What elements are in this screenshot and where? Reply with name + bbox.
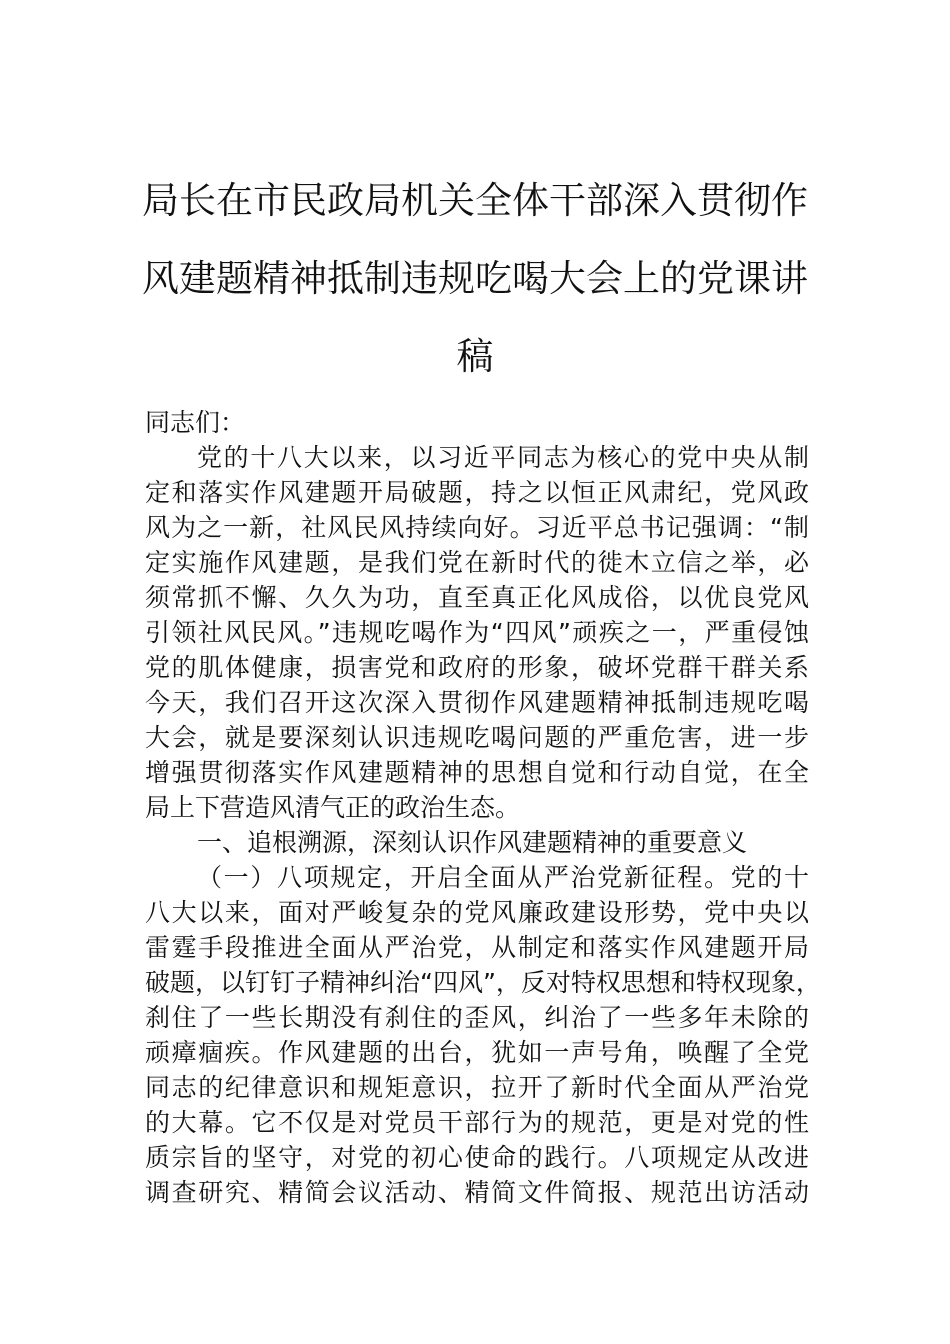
paragraph-1-line: 局上下营造风清气正的政治生态。 [145, 793, 521, 822]
paragraph-2-line: 刹住了一些长期没有刹住的歪风，纠治了一些多年未除的 [145, 1003, 809, 1032]
paragraph-1-line: 须常抓不懈、久久为功，直至真正化风成俗，以优良党风 [145, 583, 809, 612]
paragraph-1-line: 增强贯彻落实作风建题精神的思想自觉和行动自觉，在全 [145, 758, 809, 787]
paragraph-1-line: 党的十八大以来，以习近平同志为核心的党中央从制 [197, 443, 809, 472]
salutation: 同志们： [145, 408, 246, 437]
paragraph-2-line: 破题，以钉钉子精神纠治“四风”，反对特权思想和特权现象， [145, 968, 821, 997]
paragraph-1-line: 风为之一新，社风民风持续向好。习近平总书记强调：“制 [145, 513, 809, 542]
paragraph-1-line: 大会，就是要深刻认识违规吃喝问题的严重危害，进一步 [145, 723, 809, 752]
paragraph-2-line: 同志的纪律意识和规矩意识，拉开了新时代全面从严治党 [145, 1073, 809, 1102]
paragraph-1-line: 定和落实作风建题开局破题，持之以恒正风肃纪，党风政 [145, 478, 809, 507]
paragraph-1-line: 今天，我们召开这次深入贯彻作风建题精神抵制违规吃喝 [145, 688, 809, 717]
paragraph-1-line: 党的肌体健康，损害党和政府的形象，破坏党群干群关系 [145, 653, 809, 682]
paragraph-1-line: 定实施作风建题，是我们党在新时代的徙木立信之举，必 [145, 548, 809, 577]
section-heading-1: 一、追根溯源，深刻认识作风建题精神的重要意义 [197, 828, 748, 857]
title-line-3: 稿 [456, 335, 494, 378]
paragraph-2-line: （一）八项规定，开启全面从严治党新征程。党的十 [197, 863, 809, 892]
paragraph-2-line: 质宗旨的坚守，对党的初心使命的践行。八项规定从改进 [145, 1143, 809, 1172]
paragraph-2-line: 调查研究、精简会议活动、精简文件简报、规范出访活动 [145, 1178, 809, 1207]
paragraph-1-line: 引领社风民风。”违规吃喝作为“四风”顽疾之一，严重侵蚀 [145, 618, 809, 647]
paragraph-2-line: 的大幕。它不仅是对党员干部行为的规范，更是对党的性 [145, 1108, 809, 1137]
paragraph-2-line: 雷霆手段推进全面从严治党，从制定和落实作风建题开局 [145, 933, 809, 962]
document-title [120, 162, 830, 396]
title-line-1: 局长在市民政局机关全体干部深入贯彻作 [142, 179, 808, 222]
paragraph-2-line: 八大以来，面对严峻复杂的党风廉政建设形势，党中央以 [145, 898, 809, 927]
paragraph-2-line: 顽瘴痼疾。作风建题的出台，犹如一声号角，唤醒了全党 [145, 1038, 809, 1067]
title-line-2: 风建题精神抵制违规吃喝大会上的党课讲 [142, 257, 808, 300]
document-body [145, 405, 821, 1210]
